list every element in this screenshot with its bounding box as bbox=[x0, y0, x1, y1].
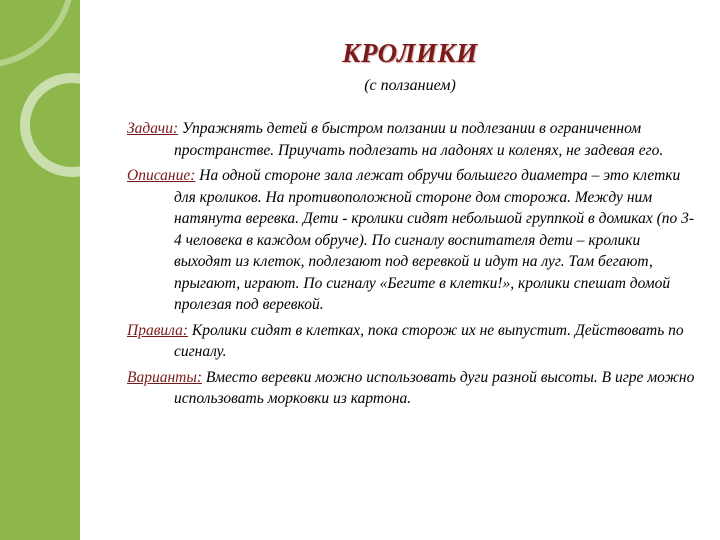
page-title: КРОЛИКИ bbox=[342, 38, 478, 68]
decorative-sidebar bbox=[0, 0, 80, 540]
section-description bbox=[127, 165, 697, 316]
game-description bbox=[127, 118, 697, 414]
section-label: Варианты: bbox=[127, 368, 203, 386]
section-text: На одной стороне зала лежат обручи большего диаметра – это клетки для кроликов. На противоположной стороне дом сторожа. Между ним натянута веревка. Дети - кролики сидят небольшой группкой в домиках (по 3-4 человека в каждом обруче). По сигналу воспитателя дети – кролики выходят из клеток, подлезают под веревкой и идут на луг. Там бегают, прыгают, играют. По сигналу «Бегите в клетки!», кролики спешат домой пролезая под веревкой. bbox=[174, 167, 695, 313]
section-rules bbox=[127, 320, 697, 363]
page-subtitle: (с ползанием) bbox=[364, 77, 456, 94]
section-text: Упражнять детей в быстром ползании и подлезании в ограниченном пространстве. Приучать подлезать на ладонях и коленях, не задевая его. bbox=[174, 120, 664, 159]
section-label: Задачи: bbox=[127, 120, 179, 137]
decorative-circles-graphic bbox=[0, 0, 80, 540]
section-tasks bbox=[127, 118, 697, 161]
section-text: Кролики сидят в клетках, пока сторож их не выпустит. Действовать по сигналу. bbox=[174, 321, 684, 360]
section-label: Правила: bbox=[127, 321, 189, 339]
decorative-ring-large bbox=[0, 0, 72, 65]
section-label: Описание: bbox=[127, 167, 196, 184]
section-text: Вместо веревки можно использовать дуги разной высоты. В игре можно использовать морковки из картона. bbox=[174, 368, 695, 407]
decorative-ring-small bbox=[25, 78, 80, 172]
section-variants bbox=[127, 367, 697, 410]
